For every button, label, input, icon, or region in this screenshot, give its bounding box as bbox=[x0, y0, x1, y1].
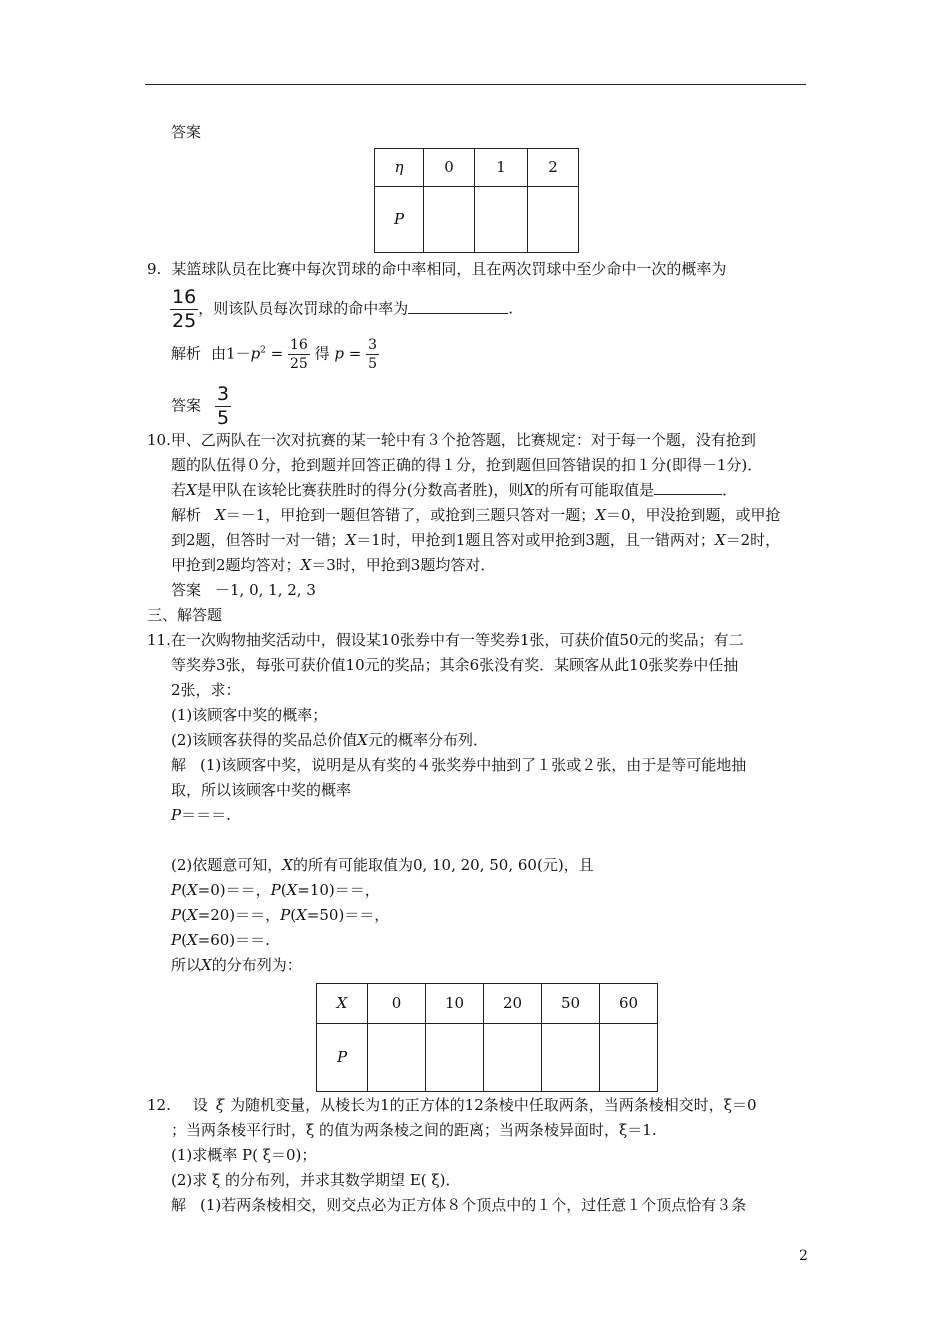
question-number: 10. bbox=[147, 431, 171, 449]
table-cell bbox=[484, 1024, 542, 1092]
table-row-label: P bbox=[375, 187, 424, 253]
page-number: 2 bbox=[799, 1248, 808, 1264]
analysis-label: 解析 bbox=[171, 344, 202, 363]
question-10-analysis: 解析 X＝－1，甲抢到一题但答错了，或抢到三题只答对一题；X＝0，甲没抢到题，或甲抢 bbox=[171, 506, 781, 524]
probability-line: P(X=60)＝＝. bbox=[171, 931, 270, 949]
q8-distribution-table bbox=[374, 148, 579, 253]
solution-text: P＝＝＝. bbox=[171, 806, 231, 824]
q8-answer-label: 答案 bbox=[171, 123, 202, 141]
table-cell bbox=[368, 1024, 426, 1092]
answer-blank bbox=[654, 494, 722, 495]
table-cell bbox=[424, 187, 475, 253]
table-cell bbox=[542, 1024, 600, 1092]
question-9-answer bbox=[171, 385, 231, 428]
sub-question: (2)求 ξ 的分布列，并求其数学期望 E( ξ)． bbox=[171, 1171, 461, 1189]
question-number: 12. bbox=[147, 1096, 171, 1114]
question-12: 12. 设 ξ 为随机变量，从棱长为1的正方体的12条棱中任取两条，当两条棱相交时，ξ＝0 bbox=[147, 1096, 757, 1114]
solution-label: 解 bbox=[171, 756, 187, 774]
question-number: 9. bbox=[147, 260, 162, 278]
table-cell bbox=[426, 1024, 484, 1092]
question-9-analysis: 解析 由$1-p^2$ = $\frac{16}{25}$ 得 p = $\frac{3}{5}$ bbox=[171, 337, 378, 372]
table-row-label: P bbox=[317, 1024, 368, 1092]
question-text: 2张，求： bbox=[171, 681, 241, 699]
probability-line: P(X=20)＝＝，P(X=50)＝＝， bbox=[171, 906, 390, 924]
solution-text: 解 (1)该顾客中奖，说明是从有奖的４张奖券中抽到了１张或２张，由于是等可能地抽 bbox=[171, 756, 747, 774]
solution-text: 所以X的分布列为： bbox=[171, 956, 302, 974]
question-text: 等奖券3张，每张可获价值10元的奖品；其余6张没有奖．某顾客从此10张奖券中任抽 bbox=[171, 656, 739, 674]
table-cell bbox=[475, 187, 528, 253]
section-heading: 三、解答题 bbox=[147, 606, 223, 624]
table-cell bbox=[600, 1024, 658, 1092]
table-header-cell: X bbox=[317, 984, 368, 1024]
table-header-cell: 0 bbox=[368, 984, 426, 1024]
answer-label: 答案 bbox=[171, 581, 202, 599]
solution-label: 解 bbox=[171, 1196, 187, 1214]
question-10-answer: 答案 －1, 0, 1, 2, 3 bbox=[171, 581, 316, 599]
solution-text: 解 (1)若两条棱相交，则交点必为正方体８个顶点中的１个，过任意１个顶点恰有３条 bbox=[171, 1196, 747, 1214]
question-text: ；当两条棱平行时，ξ 的值为两条棱之间的距离；当两条棱异面时，ξ＝1. bbox=[171, 1121, 657, 1139]
probability-line: P(X=0)＝＝，P(X=10)＝＝， bbox=[171, 881, 380, 899]
sub-question: (2)该顾客获得的奖品总价值X元的概率分布列． bbox=[171, 731, 488, 749]
sub-question: (1)求概率 P( ξ＝0)； bbox=[171, 1146, 317, 1164]
question-text: 某篮球队员在比赛中每次罚球的命中率相同，且在两次罚球中至少命中一次的概率为 bbox=[171, 260, 727, 278]
table-header-cell: 10 bbox=[426, 984, 484, 1024]
solution-text: (2)依题意可知，X的所有可能取值为0, 10, 20, 50, 60(元)，且 bbox=[171, 856, 594, 874]
question-number: 11. bbox=[147, 631, 171, 649]
q11-distribution-table bbox=[316, 983, 658, 1092]
analysis-text: 到2题，但答时一对一错；X＝1时，甲抢到1题且答对或甲抢到3题，且一错两对；X＝2时， bbox=[171, 531, 781, 549]
table-cell bbox=[528, 187, 579, 253]
question-9 bbox=[147, 262, 726, 277]
table-header-cell: 60 bbox=[600, 984, 658, 1024]
table-header-cell: 50 bbox=[542, 984, 600, 1024]
question-11: 11.在一次购物抽奖活动中，假设某10张券中有一等奖券1张，可获价值50元的奖品；有二 bbox=[147, 631, 744, 649]
table-header-cell: 0 bbox=[424, 149, 475, 187]
fraction: $\frac{3}{5}$ bbox=[217, 383, 230, 429]
sub-question: (1)该顾客中奖的概率； bbox=[171, 706, 328, 724]
fraction: $\frac{3}{5}$ bbox=[368, 337, 378, 372]
table-header-cell: 1 bbox=[475, 149, 528, 187]
question-text: 题的队伍得０分，抢到题并回答正确的得１分，抢到题但回答错误的扣１分(即得－1分)． bbox=[171, 456, 763, 474]
header-rule bbox=[145, 84, 806, 85]
table-header-cell: 2 bbox=[528, 149, 579, 187]
question-text: 若X是甲队在该轮比赛获胜时的得分(分数高者胜)，则X的所有可能取值是 ． bbox=[171, 481, 738, 499]
answer-blank bbox=[408, 313, 508, 314]
analysis-label: 解析 bbox=[171, 506, 202, 524]
analysis-text: 甲抢到2题均答对；X＝3时，甲抢到3题均答对． bbox=[171, 556, 496, 574]
fraction: $\frac{16}{25}$ bbox=[290, 337, 308, 372]
question-10: 10.甲、乙两队在一次对抗赛的某一轮中有３个抢答题，比赛规定：对于每一个题，没有抢到 bbox=[147, 431, 756, 449]
table-header-cell: 20 bbox=[484, 984, 542, 1024]
question-9-line2: $\frac{16}{25}$ ，则该队员每次罚球的命中率为 . bbox=[172, 286, 513, 332]
answer-label: 答案 bbox=[171, 396, 202, 415]
table-header-cell: η bbox=[375, 149, 424, 187]
solution-text: 取，所以该顾客中奖的概率 bbox=[171, 781, 352, 799]
fraction: $\frac{16}{25}$ bbox=[172, 286, 197, 332]
